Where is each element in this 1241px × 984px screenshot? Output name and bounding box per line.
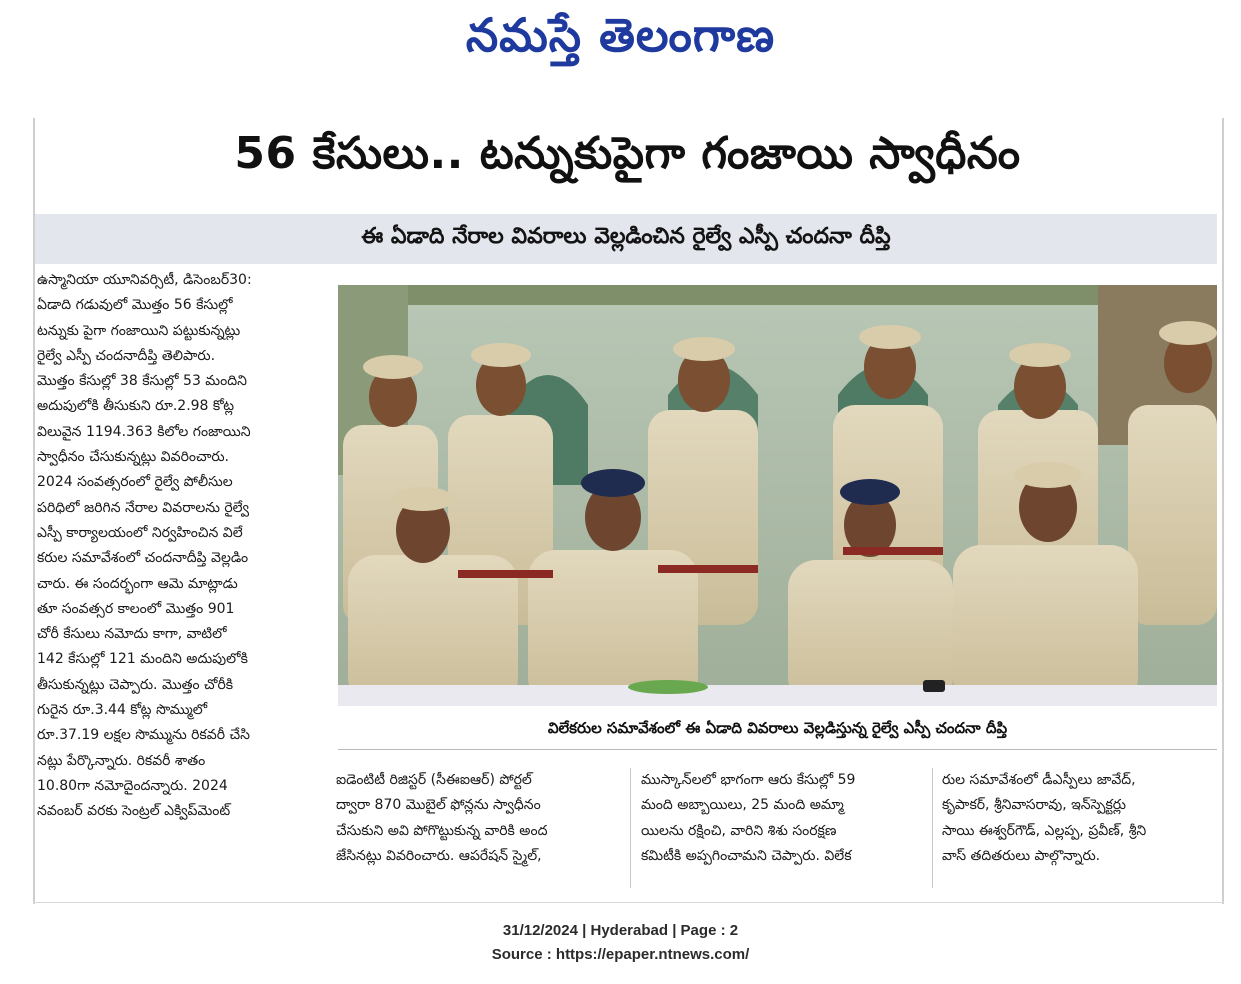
lead-line: గురైన రూ.3.44 కోట్ల సొమ్ములో xyxy=(37,702,208,719)
caption-divider xyxy=(338,749,1217,750)
lead-line: స్వాధీనం చేసుకున్నట్లు వివరించారు. xyxy=(37,449,230,466)
lead-line: తీసుకున్నట్లు చెప్పారు. మొత్తం చోరీకి xyxy=(37,676,234,693)
body-line: వాస్ తదితరులు పాల్గొన్నారు. xyxy=(942,847,1101,864)
lead-line: పరిధిలో జరిగిన నేరాల వివరాలను రైల్వే xyxy=(37,499,250,516)
lead-line: నట్లు పేర్కొన్నారు. రికవరీ శాతం xyxy=(37,752,206,769)
lead-column xyxy=(37,268,323,825)
lead-line: ఉస్మానియా యూనివర్సిటీ, డిసెంబర్30: xyxy=(37,272,252,288)
lead-line: ఏడాది గడువులో మొత్తం 56 కేసుల్లో xyxy=(37,297,233,314)
body-line: చేసుకుని అవి పోగొట్టుకున్న వారికి అంద xyxy=(336,822,548,839)
column-divider xyxy=(630,768,631,888)
body-line: రుల సమావేశంలో డీఎస్పీలు జావేద్, xyxy=(942,772,1136,788)
article-headline: 56 కేసులు.. టన్నుకుపైగా గంజాయి స్వాధీనం xyxy=(234,128,1021,179)
footer-source[interactable]: Source : https://epaper.ntnews.com/ xyxy=(491,946,750,963)
photo-caption: విలేకరుల సమావేశంలో ఈ ఏడాది వివరాలు వెల్లడిస్తున్న రైల్వే ఎస్పీ చందనా దీప్తి xyxy=(547,719,1008,737)
lead-line: 10.80గా నమోదైందన్నారు. 2024 xyxy=(37,777,228,794)
body-line: సాయి ఈశ్వర్‌గౌడ్, ఎల్లప్ప, ప్రవీణ్, శ్రీని xyxy=(942,822,1147,839)
lead-line: 142 కేసుల్లో 121 మందిని అదుపులోకి xyxy=(37,651,248,668)
lead-line: తూ సంవత్సర కాలంలో మొత్తం 901 xyxy=(37,600,235,617)
lead-line: రూ.37.19 లక్షల సొమ్మును రికవరీ చేసి xyxy=(37,727,250,744)
body-line: జేసినట్లు వివరించారు. ఆపరేషన్ స్మైల్, xyxy=(336,847,542,864)
police-group-photo-illustration xyxy=(338,285,1217,706)
page-border-bottom xyxy=(33,902,1224,903)
lead-line: 2024 సంవత్సరంలో రైల్వే పోలీసుల xyxy=(37,474,233,491)
body-column-1 xyxy=(336,768,616,869)
lead-line: ఎస్పీ కార్యాలయంలో నిర్వహించిన విలే xyxy=(37,524,243,541)
lead-line: టన్నుకు పైగా గంజాయిని పట్టుకున్నట్లు xyxy=(37,322,241,339)
lead-line: మొత్తం కేసుల్లో 38 కేసుల్లో 53 మందిని xyxy=(37,373,247,390)
lead-line: నవంబర్ వరకు సెంట్రల్ ఎక్విప్‌మెంట్ xyxy=(37,803,231,820)
body-line: కృపాకర్, శ్రీనివాసరావు, ఇన్‌స్పెక్టర్లు xyxy=(942,797,1126,814)
body-line: ద్వారా 870 మొబైల్ ఫోన్లను స్వాధీనం xyxy=(336,797,541,814)
footer-dateline: 31/12/2024 | Hyderabad | Page : 2 xyxy=(502,922,739,939)
article-photo xyxy=(338,285,1217,706)
lead-line: అదుపులోకి తీసుకుని రూ.2.98 కోట్ల xyxy=(37,398,235,415)
body-line: యిలను రక్షించి, వారిని శిశు సంరక్షణ xyxy=(641,822,837,839)
subheadline-band xyxy=(35,214,1217,264)
lead-line: కరుల సమావేశంలో చందనాదీప్తి వెల్లడిం xyxy=(37,550,249,567)
lead-line: విలువైన 1194.363 కిలోల గంజాయిని xyxy=(37,423,251,440)
body-line: కమిటీకి అప్పగించామని చెప్పారు. విలేక xyxy=(641,847,852,864)
lead-line: రైల్వే ఎస్పీ చందనాదీప్తి తెలిపారు. xyxy=(37,347,216,364)
lead-line: చోరీ కేసులు నమోదు కాగా, వాటిలో xyxy=(37,626,227,643)
body-line: ముస్కాన్‌లలో భాగంగా ఆరు కేసుల్లో 59 xyxy=(641,772,856,788)
page-border-right xyxy=(1222,118,1224,904)
body-line: మంది అబ్బాయిలు, 25 మంది అమ్మా xyxy=(641,797,844,814)
body-line: ఐడెంటిటీ రిజిస్టర్ (సీఈఐఆర్) పోర్టల్ xyxy=(336,772,532,788)
lead-line: చారు. ఈ సందర్భంగా ఆమె మాట్లాడు xyxy=(37,575,238,592)
masthead-logo: నమస్తే తెలంగాణ xyxy=(465,8,776,62)
column-divider xyxy=(932,768,933,888)
article-subheadline: ఈ ఏడాది నేరాల వివరాలు వెల్లడించిన రైల్వే ఎస్పీ చందనా దీప్తి xyxy=(361,224,891,249)
body-column-3 xyxy=(942,768,1222,869)
body-column-2 xyxy=(641,768,921,869)
